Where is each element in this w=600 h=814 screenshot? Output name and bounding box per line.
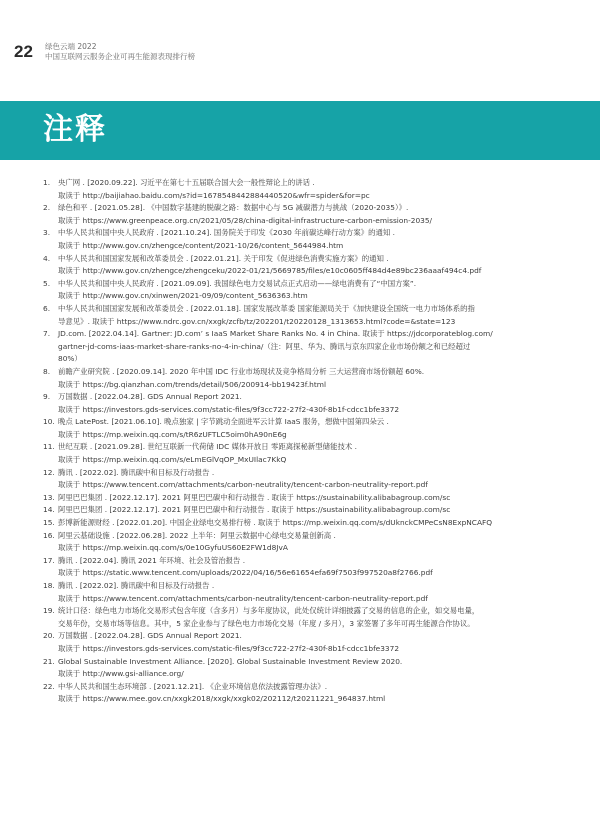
note-text-line: 腾讯 . [2022.02]. 腾讯碳中和目标及行动报告 . <box>58 467 215 477</box>
note-text-line: gartner-jd-coms-iaas-market-share-ranks-no-4-in-china/（注：阿里、华为、腾讯与京东四家企业市场份额之和已经超过 <box>58 341 471 351</box>
note-item <box>43 504 578 517</box>
note-text-line: 取读于 https://www.tencent.com/attachments/carbon-neutrality/tencent-carbon-neutrality-report.pdf <box>58 480 428 490</box>
note-text-line: 阿里巴巴集团 . [2022.12.17]. 2021 阿里巴巴碳中和行动报告 . 取读于 https://sustainability.alibabagroup.com/sc <box>58 505 451 515</box>
note-text-line: 彭博新能源财经 . [2022.01.20]. 中国企业绿电交易排行榜 . 取读于 https://mp.weixin.qq.com/s/dUknckCMPeCsN8ExpNCAFQ <box>58 518 493 528</box>
notes-list <box>43 177 578 706</box>
note-item <box>43 202 578 227</box>
note-number: 15. <box>43 518 55 528</box>
note-number: 21. <box>43 656 55 666</box>
note-text-line: 取读于 http://www.gov.cn/zhengce/zhengceku/2022-01/21/5669785/files/e10c0605ff484d4e89bc236aaaf494c4.pdf <box>58 266 482 276</box>
note-number: 2. <box>43 203 51 213</box>
note-number: 13. <box>43 492 55 502</box>
page-number: 22 <box>14 42 33 61</box>
note-item <box>43 580 578 605</box>
note-item <box>43 278 578 303</box>
note-text-line: 取读于 https://investors.gds-services.com/static-files/9f3cc722-27f2-430f-8b1f-cdcc1bfe3372 <box>58 404 400 414</box>
note-number: 17. <box>43 555 55 565</box>
section-banner <box>0 101 600 160</box>
note-text-line: 中华人民共和国国家发展和改革委员会 . [2022.01.18]. 国家发展改革委 国家能源局关于《加快建设全国统一电力市场体系的指 <box>58 303 475 313</box>
note-text-line: 中华人民共和国国家发展和改革委员会 . [2022.01.21]. 关于印发《促进绿色消费实施方案》的通知 . <box>58 253 389 263</box>
note-text-line: 统计口径：绿色电力市场化交易形式包含年度（含多月）与多年度协议，此处仅统计详细披露了交易的信息的企业，如交易电量， <box>58 606 480 616</box>
note-text-line: 取读于 https://www.greenpeace.org.cn/2021/05/28/china-digital-infrastructure-carbon-emission-2035/ <box>58 215 433 225</box>
note-number: 4. <box>43 253 51 263</box>
note-text-line: 取读于 https://investors.gds-services.com/static-files/9f3cc722-27f2-430f-8b1f-cdcc1bfe3372 <box>58 643 400 653</box>
note-text-line: 央广网 . [2020.09.22]. 习近平在第七十五届联合国大会一般性辩论上的讲话 . <box>58 178 315 187</box>
header-text <box>45 42 195 62</box>
note-text-line: 阿里巴巴集团 . [2022.12.17]. 2021 阿里巴巴碳中和行动报告 . 取读于 https://sustainability.alibabagroup.com/sc <box>58 492 451 502</box>
note-item <box>43 391 578 416</box>
note-item <box>43 681 578 706</box>
section-title: 注释 <box>43 112 107 147</box>
note-number: 3. <box>43 228 51 238</box>
note-number: 14. <box>43 505 55 515</box>
note-text-line: 取读于 http://www.gov.cn/zhengce/content/2021-10/26/content_5644984.htm <box>58 240 344 250</box>
note-number: 22. <box>43 681 55 691</box>
note-text-line: Global Sustainable Investment Alliance. [2020]. Global Sustainable Investment Review 2020. <box>58 656 403 666</box>
report-subtitle: 中国互联网云服务企业可再生能源表现排行榜 <box>45 52 195 61</box>
note-number: 18. <box>43 581 55 590</box>
note-text-line: 取读于 https://static.www.tencent.com/uploads/2022/04/16/56e61654efa69f7503f997520a8f2766.pdf <box>58 568 433 578</box>
note-number: 11. <box>43 442 55 452</box>
note-item <box>43 253 578 278</box>
note-text-line: 前瞻产业研究院 . [2020.09.14]. 2020 年中国 IDC 行业市场现状及竞争格局分析 三大运营商市场份额超 60%. <box>58 366 425 376</box>
note-text-line: 绿色和平 . [2021.05.28]. 《中国数字基建的脱碳之路：数据中心与 5G 减碳潜力与挑战（2020-2035）》. <box>58 203 409 213</box>
note-item <box>43 530 578 555</box>
note-item <box>43 328 578 366</box>
note-item <box>43 303 578 328</box>
note-text-line: 世纪互联 . [2021.09.28]. 世纪互联新一代荷储 IDC 媒体开放日 零距离探秘新型储能技术 . <box>58 442 357 452</box>
note-text-line: 中华人民共和国中央人民政府 . [2021.09.09]. 我国绿色电力交易试点正式启动——绿电消费有了“中国方案”. <box>58 278 417 288</box>
note-number: 6. <box>43 303 51 313</box>
note-item <box>43 492 578 505</box>
note-text-line: 取读于 http://baijiahao.baidu.com/s?id=1678548442884440520&wfr=spider&for=pc <box>58 190 370 200</box>
note-text-line: 取读于 http://www.gsi-alliance.org/ <box>58 669 184 679</box>
note-text-line: JD.com. [2022.04.14]. Gartner: JD.com’ s IaaS Market Share Ranks No. 4 in China. 取读于 https://jdcorporateblog.com/ <box>58 329 493 339</box>
note-number: 5. <box>43 278 51 288</box>
note-item <box>43 517 578 530</box>
note-number: 9. <box>43 392 51 402</box>
note-number: 8. <box>43 366 51 376</box>
note-item <box>43 227 578 252</box>
note-number: 20. <box>43 631 55 641</box>
note-item <box>43 366 578 391</box>
note-text-line: 取读于 https://mp.weixin.qq.com/s/eLmEGlVqOP_MxUIlac7KkQ <box>58 455 287 465</box>
note-number: 12. <box>43 467 55 477</box>
note-text-line: 取读于 https://bg.qianzhan.com/trends/detail/506/200914-bb19423f.html <box>58 379 327 389</box>
note-text-line: 中华人民共和国生态环境部 . [2021.12.21]. 《企业环境信息依法披露管理办法》. <box>58 681 328 691</box>
note-item <box>43 177 578 202</box>
note-text-line: 腾讯 . [2022.04]. 腾讯 2021 年环境、社会及管治报告 . <box>58 555 246 565</box>
note-text-line: 腾讯 . [2022.02]. 腾讯碳中和目标及行动报告 . <box>58 581 215 590</box>
note-text-line: 取读于 https://mp.weixin.qq.com/s/0e10GyfuUS60E2FW1d8JvA <box>58 543 288 553</box>
note-item <box>43 656 578 681</box>
report-title: 绿色云端 2022 <box>45 42 97 51</box>
note-text-line: 中华人民共和国中央人民政府 . [2021.10.24]. 国务院关于印发《2030 年前碳达峰行动方案》的通知 . <box>58 228 395 238</box>
note-number: 19. <box>43 606 55 616</box>
note-item <box>43 467 578 492</box>
note-text-line: 万国数据 . [2022.04.28]. GDS Annual Report 2021. <box>58 631 242 641</box>
note-text-line: 80%） <box>58 354 82 364</box>
note-text-line: 晚点 LatePost. [2021.06.10]. 晚点独家 | 字节跳动全面进军云计算 IaaS 服务，想做中国第四朵云 . <box>58 417 389 427</box>
note-item <box>43 416 578 441</box>
note-text-line: 取读于 https://www.tencent.com/attachments/carbon-neutrality/tencent-carbon-neutrality-report.pdf <box>58 593 428 603</box>
note-item <box>43 441 578 466</box>
note-text-line: 取读于 https://www.mee.gov.cn/xxgk2018/xxgk/xxgk02/202112/t20211221_964837.html <box>58 694 386 704</box>
note-item <box>43 555 578 580</box>
note-text-line: 万国数据 . [2022.04.28]. GDS Annual Report 2021. <box>58 392 242 402</box>
note-number: 1. <box>43 178 51 187</box>
note-text-line: 阿里云基础设施 . [2022.06.28]. 2022 上半年：阿里云数据中心绿电交易量创新高 . <box>58 530 336 540</box>
note-number: 16. <box>43 530 55 540</box>
note-number: 7. <box>43 329 51 339</box>
note-text-line: 交易年份，交易市场等信息。其中，5 家企业参与了绿色电力市场化交易（年度 / 多月），3 家签署了多年可再生能源合作协议。 <box>58 618 475 628</box>
note-text-line: 取读于 http://www.gov.cn/xinwen/2021-09/09/content_5636363.htm <box>58 291 308 301</box>
note-number: 10. <box>43 417 55 427</box>
note-text-line: 导意见》. 取读于 https://www.ndrc.gov.cn/xxgk/zcfb/tz/202201/t20220128_1313653.html?code=&state=123 <box>58 316 456 326</box>
note-item <box>43 630 578 655</box>
note-item <box>43 605 578 630</box>
note-text-line: 取读于 https://mp.weixin.qq.com/s/tR6zUFTLC5oim0hA90nE6g <box>58 429 287 439</box>
